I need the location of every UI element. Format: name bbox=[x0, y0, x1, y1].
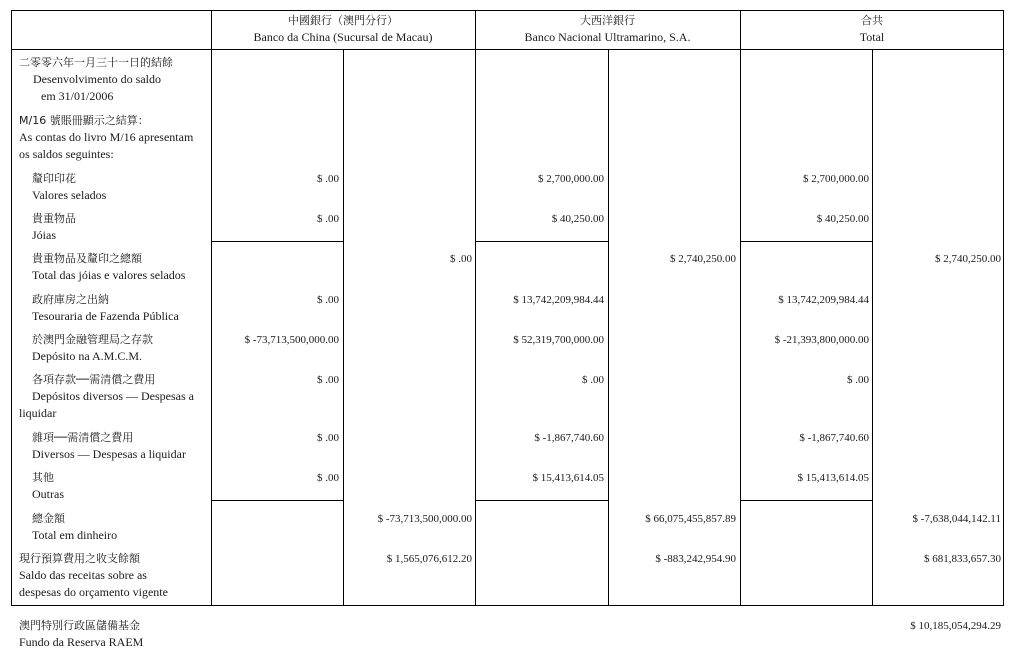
row-total-joias-bnu-sum: $ 2,740,250.00 bbox=[670, 253, 736, 265]
row-tesouraria-bc: $ .00 bbox=[317, 294, 339, 306]
row-saldo-pt1: Saldo das receitas sobre as bbox=[19, 568, 147, 582]
fundo-reserva-pt: Fundo da Reserva RAEM bbox=[19, 635, 144, 649]
row-outras-total: $ 15,413,614.05 bbox=[797, 472, 869, 484]
row-valores-label bbox=[19, 170, 106, 204]
row-deposito-total: $ -21,393,800,000.00 bbox=[774, 334, 869, 346]
row-joias-label bbox=[19, 210, 76, 244]
row-depositos-diversos-pt1: Depósitos diversos — Despesas a bbox=[32, 389, 194, 403]
row-valores-total: $ 2,700,000.00 bbox=[803, 173, 869, 185]
row-diversos-bnu: $ -1,867,740.60 bbox=[534, 432, 604, 444]
row-total-joias-zh: 貴重物品及釐印之總額 bbox=[32, 252, 142, 265]
rule-bnu-1 bbox=[475, 241, 608, 242]
header-bnu-zh: 大西洋銀行 bbox=[580, 14, 635, 27]
col-divider-label bbox=[211, 10, 212, 606]
m16-zh: M/16 號賬冊顯示之結算： bbox=[19, 114, 149, 127]
row-deposito-bc: $ -73,713,500,000.00 bbox=[244, 334, 339, 346]
rule-bc-1 bbox=[211, 241, 343, 242]
header-bnu bbox=[475, 12, 740, 46]
row-outras-zh: 其他 bbox=[32, 471, 54, 484]
rule-total-2 bbox=[740, 500, 872, 501]
row-total-joias-label bbox=[19, 250, 185, 284]
row-valores-pt: Valores selados bbox=[32, 188, 107, 202]
fundo-reserva-value: $ 10,185,054,294.29 bbox=[910, 620, 1001, 632]
m16-label bbox=[19, 112, 193, 163]
row-total-dinheiro-total-sum: $ -7,638,044,142.11 bbox=[912, 513, 1001, 525]
row-total-dinheiro-pt: Total em dinheiro bbox=[32, 528, 118, 542]
col-divider-bc-bnu bbox=[475, 10, 476, 606]
header-total-zh: 合共 bbox=[861, 14, 883, 27]
row-valores-bc: $ .00 bbox=[317, 173, 339, 185]
row-valores-bnu: $ 2,700,000.00 bbox=[538, 173, 604, 185]
header-bank-of-china bbox=[211, 12, 475, 46]
row-joias-bc: $ .00 bbox=[317, 213, 339, 225]
row-joias-zh: 貴重物品 bbox=[32, 212, 76, 225]
header-total bbox=[740, 12, 1004, 46]
header-bottom-rule bbox=[11, 49, 1004, 50]
row-saldo-pt2: despesas do orçamento vigente bbox=[19, 585, 168, 599]
row-tesouraria-pt: Tesouraria de Fazenda Pública bbox=[32, 309, 179, 323]
row-joias-pt: Jóias bbox=[32, 228, 56, 242]
row-total-joias-pt: Total das jóias e valores selados bbox=[32, 268, 186, 282]
intro-label bbox=[19, 54, 173, 105]
row-saldo-zh: 現行預算費用之收支餘額 bbox=[19, 552, 140, 565]
row-tesouraria-zh: 政府庫房之出納 bbox=[32, 293, 109, 306]
row-outras-bc: $ .00 bbox=[317, 472, 339, 484]
intro-zh: 二零零六年一月三十一日的結餘 bbox=[19, 56, 173, 69]
row-tesouraria-label bbox=[19, 291, 179, 325]
row-total-joias-bc-sum: $ .00 bbox=[450, 253, 472, 265]
row-saldo-bc-sum: $ 1,565,076,612.20 bbox=[386, 553, 472, 565]
intro-pt1: Desenvolvimento do saldo bbox=[33, 72, 161, 86]
rule-bc-2 bbox=[211, 500, 343, 501]
col-divider-total bbox=[872, 50, 873, 606]
row-saldo-total-sum: $ 681,833,657.30 bbox=[924, 553, 1001, 565]
fundo-reserva-zh: 澳門特別行政區儲備基金 bbox=[19, 619, 140, 632]
row-deposito-zh: 於澳門金融管理局之存款 bbox=[32, 333, 153, 346]
row-deposito-bnu: $ 52,319,700,000.00 bbox=[513, 334, 604, 346]
fundo-reserva-label bbox=[19, 617, 143, 651]
row-tesouraria-bnu: $ 13,742,209,984.44 bbox=[513, 294, 604, 306]
row-diversos-pt: Diversos — Despesas a liquidar bbox=[32, 447, 186, 461]
row-depositos-diversos-total: $ .00 bbox=[847, 374, 869, 386]
row-depositos-diversos-bc: $ .00 bbox=[317, 374, 339, 386]
row-depositos-diversos-zh: 各項存款──需清償之費用 bbox=[32, 373, 156, 386]
row-total-dinheiro-bnu-sum: $ 66,075,455,857.89 bbox=[645, 513, 736, 525]
col-divider-bc bbox=[343, 50, 344, 606]
rule-total-1 bbox=[740, 241, 872, 242]
col-divider-bnu bbox=[608, 50, 609, 606]
col-divider-bnu-total bbox=[740, 10, 741, 606]
row-saldo-bnu-sum: $ -883,242,954.90 bbox=[655, 553, 736, 565]
intro-pt2: em 31/01/2006 bbox=[41, 89, 114, 103]
row-diversos-zh: 雜項──需清償之費用 bbox=[32, 431, 134, 444]
header-bc-zh: 中國銀行（澳門分行） bbox=[288, 14, 398, 27]
row-total-dinheiro-zh: 總金額 bbox=[32, 512, 65, 525]
header-total-pt: Total bbox=[859, 30, 885, 44]
rule-bnu-2 bbox=[475, 500, 608, 501]
row-total-dinheiro-bc-sum: $ -73,713,500,000.00 bbox=[377, 513, 472, 525]
row-total-joias-total-sum: $ 2,740,250.00 bbox=[935, 253, 1001, 265]
row-joias-total: $ 40,250.00 bbox=[816, 213, 869, 225]
row-total-dinheiro-label bbox=[19, 510, 117, 544]
row-outras-bnu: $ 15,413,614.05 bbox=[532, 472, 604, 484]
row-deposito-label bbox=[19, 331, 153, 365]
row-valores-zh: 釐印印花 bbox=[32, 172, 76, 185]
row-depositos-diversos-bnu: $ .00 bbox=[582, 374, 604, 386]
row-depositos-diversos-label bbox=[19, 371, 194, 422]
row-depositos-diversos-pt2: liquidar bbox=[19, 406, 57, 420]
row-outras-pt: Outras bbox=[32, 487, 64, 501]
row-saldo-label bbox=[19, 550, 168, 601]
m16-pt2: os saldos seguintes: bbox=[19, 147, 114, 161]
row-diversos-bc: $ .00 bbox=[317, 432, 339, 444]
header-bc-pt: Banco da China (Sucursal de Macau) bbox=[253, 30, 433, 44]
row-diversos-total: $ -1,867,740.60 bbox=[799, 432, 869, 444]
m16-pt1: As contas do livro M/16 apresentam bbox=[19, 130, 194, 144]
row-tesouraria-total: $ 13,742,209,984.44 bbox=[778, 294, 869, 306]
header-bnu-pt: Banco Nacional Ultramarino, S.A. bbox=[524, 30, 691, 44]
row-diversos-label bbox=[19, 429, 186, 463]
row-outras-label bbox=[19, 469, 64, 503]
row-deposito-pt: Depósito na A.M.C.M. bbox=[32, 349, 143, 363]
row-joias-bnu: $ 40,250.00 bbox=[551, 213, 604, 225]
